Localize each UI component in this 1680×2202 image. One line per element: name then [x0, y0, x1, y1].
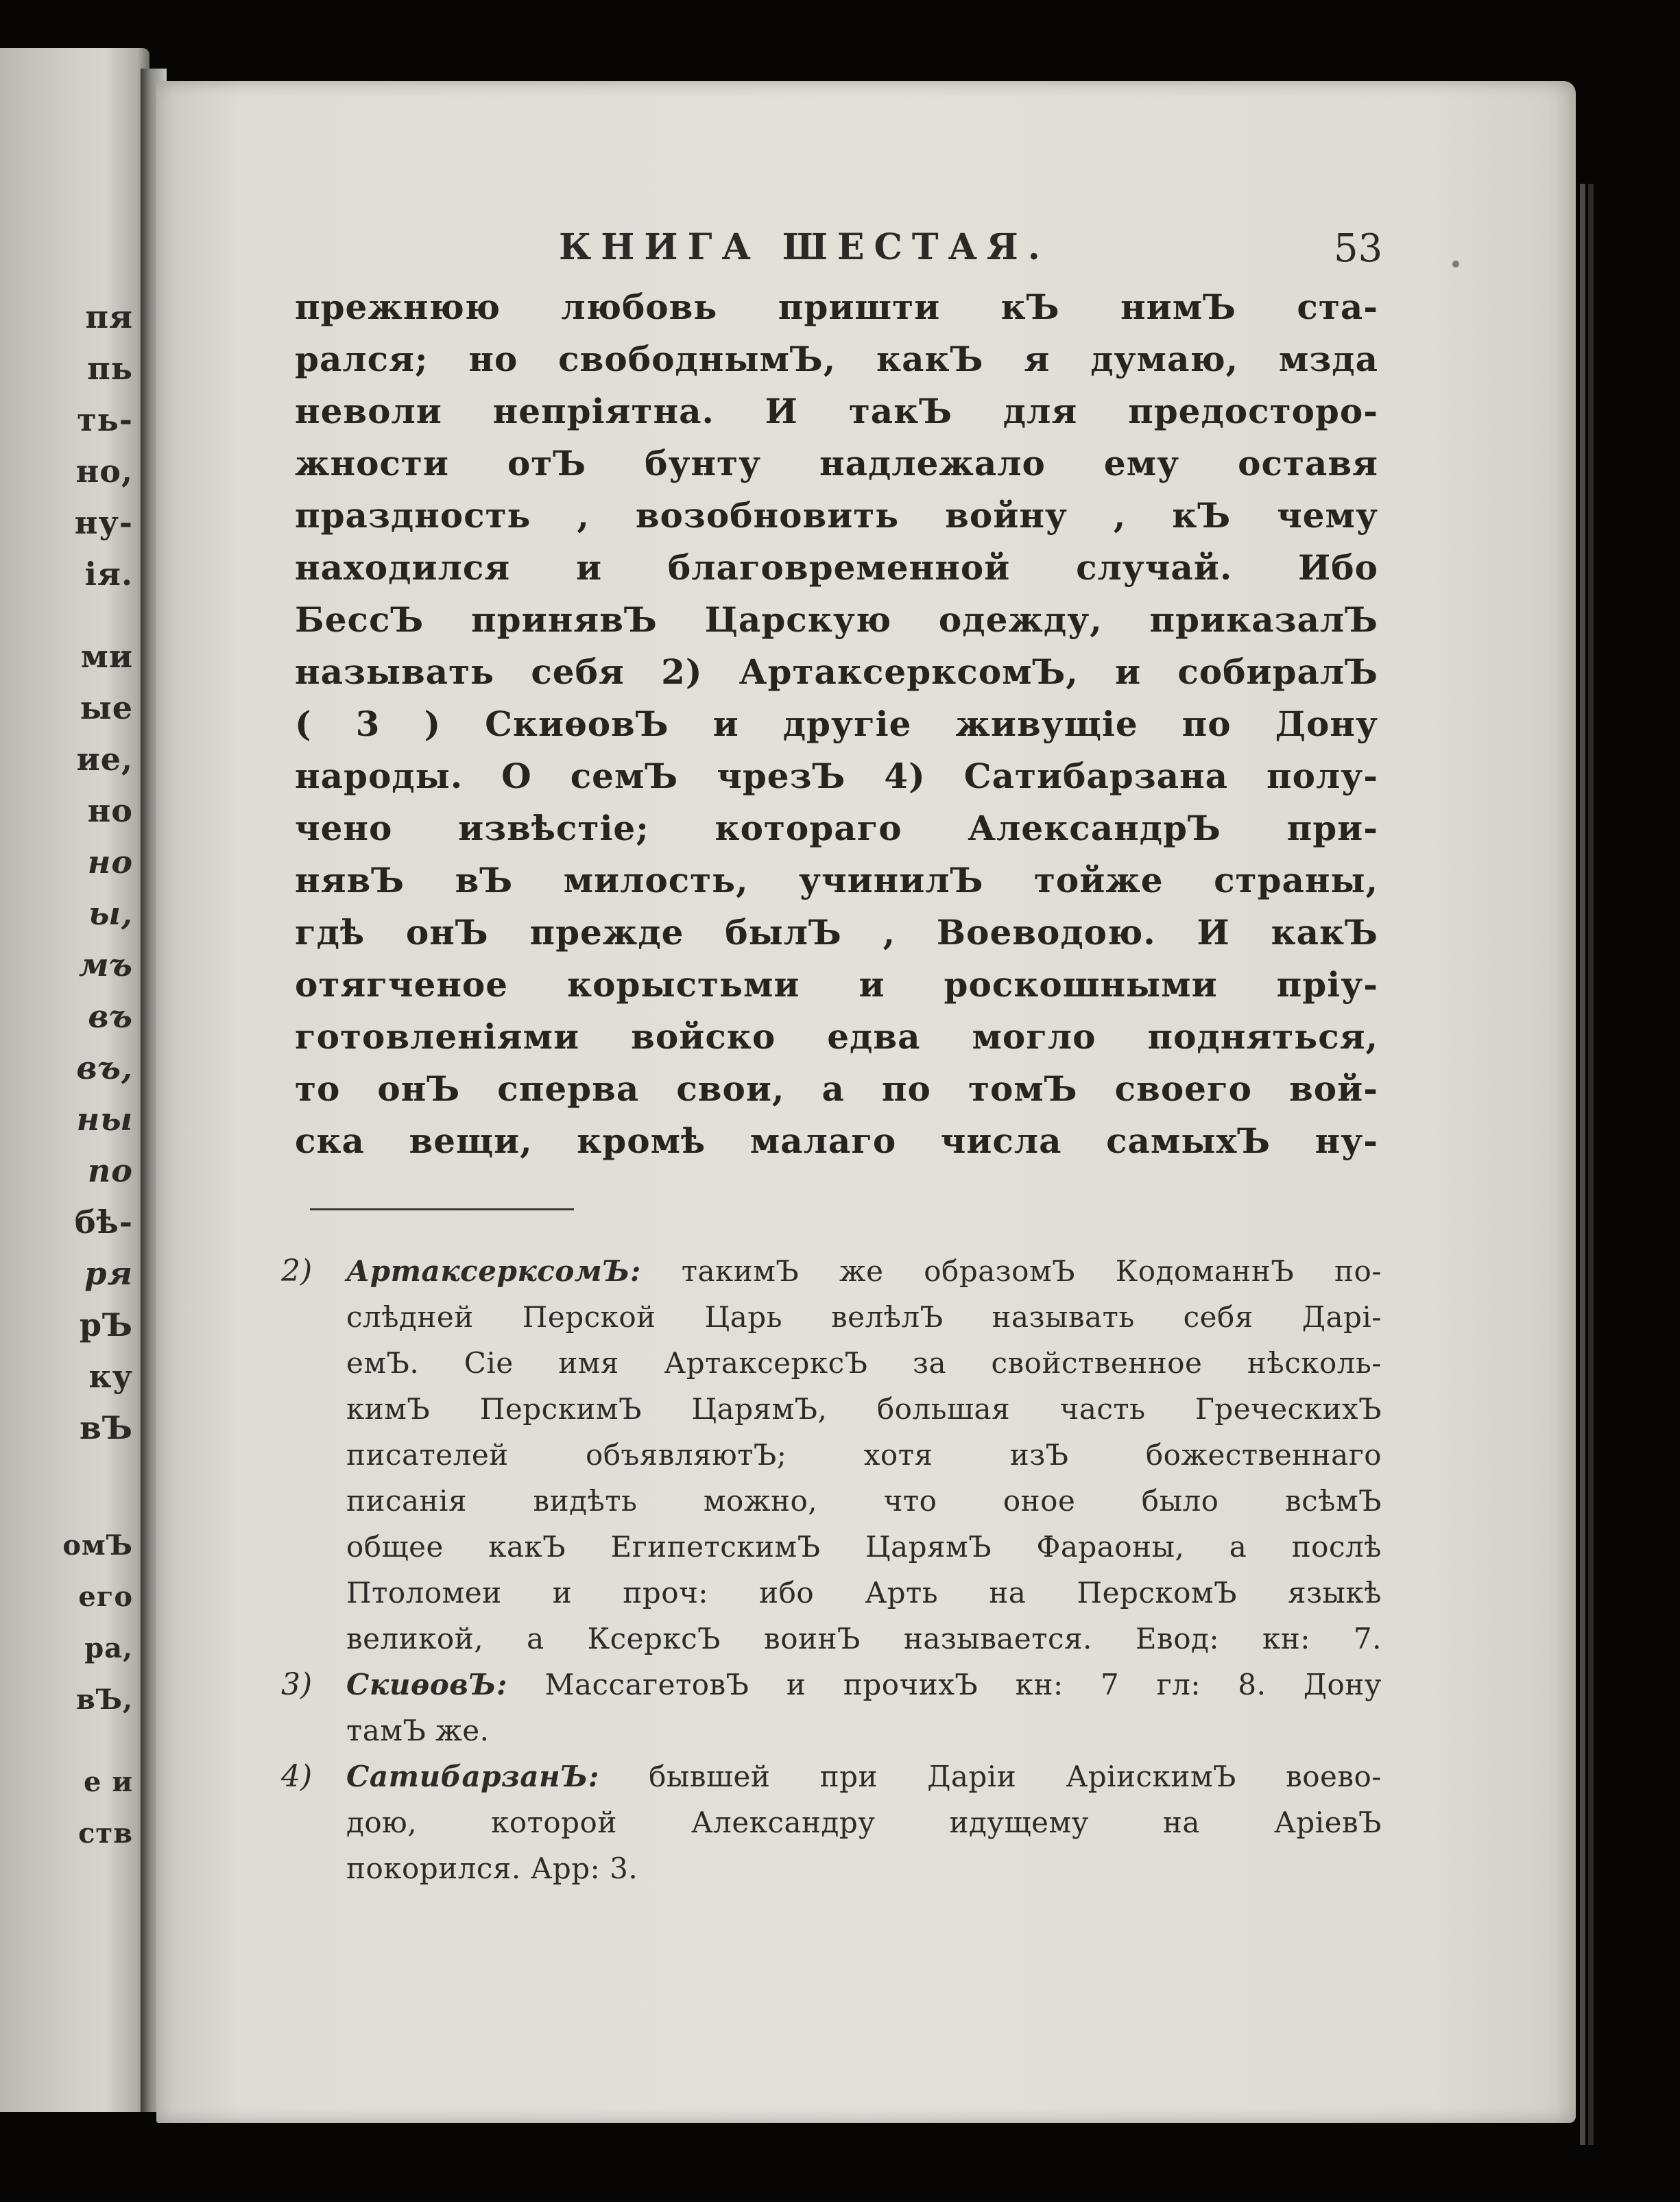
footnote-line: кимЪ ПерскимЪ ЦарямЪ, большая часть ГреческихЪ [346, 1392, 1382, 1426]
page-header [0, 226, 1680, 274]
left-page-line: рЪ [79, 1306, 133, 1343]
page-number: 53 [1334, 226, 1383, 271]
left-page-line: вЪ [80, 1409, 133, 1446]
body-line: то онЪ сперва свои, а по томЪ своего вой- [295, 1068, 1378, 1109]
footnote-marker: 4) [281, 1759, 313, 1794]
left-page-line: его [78, 1581, 133, 1613]
footnote-marker: 3) [281, 1667, 313, 1702]
footnote-separator-rule [310, 1208, 574, 1210]
left-page-line: ые [80, 689, 133, 726]
footnote-4 [281, 1754, 1382, 1891]
left-page-line: по [87, 1152, 133, 1189]
left-page-line: ми [80, 638, 133, 675]
left-page-line: ны [76, 1101, 133, 1138]
left-page-line: е и [83, 1766, 133, 1798]
footnote-term: СатибарзанЪ: [346, 1760, 599, 1793]
left-page-line: вЪ, [76, 1684, 133, 1716]
body-line: праздность , возобновить войну , кЪ чему [295, 495, 1378, 536]
left-page-line: ие, [76, 741, 133, 778]
left-page [0, 48, 149, 2112]
left-page-line: ря [84, 1255, 133, 1292]
left-page-line: ы, [88, 895, 133, 932]
footnote-line [281, 1662, 1382, 1708]
footnote-line: писателей объявляютЪ; хотя изЪ божественнаго [346, 1438, 1382, 1472]
left-page-line: пь [87, 350, 133, 387]
body-line: рался; но свободнымЪ, какЪ я думаю, мзда [295, 339, 1378, 379]
footnote-line: великой, а КсерксЪ воинЪ называется. Евод: кн: 7. [346, 1622, 1382, 1655]
body-line: отягченое корыстьми и роскошными пріу- [295, 964, 1378, 1005]
footnote-line: слѣдней Перской Царь велѣлЪ называть себя Дарі- [346, 1300, 1382, 1334]
footnotes [281, 1248, 1382, 1891]
body-line: чено извѣстіе; котораго АлександрЪ при- [295, 808, 1378, 848]
left-page-line: мъ [78, 946, 133, 983]
body-line: прежнюю любовь пришти кЪ нимЪ ста- [295, 287, 1378, 327]
footnote-line [281, 1754, 1382, 1799]
footnote-text: МассагетовЪ и прочихЪ кн: 7 гл: 8. Дону [544, 1668, 1382, 1701]
left-page-line: но, [75, 453, 133, 490]
footnote-marker: 2) [281, 1254, 313, 1289]
footnote-line [281, 1248, 1382, 1294]
left-page-line: омЪ [62, 1529, 133, 1561]
page-edge [1588, 184, 1594, 2145]
body-line: готовленіями войско едва могло подняться, [295, 1016, 1378, 1057]
footnote-line: покорился. Арр: 3. [346, 1852, 638, 1885]
body-line: ска вещи, кромѣ малаго числа самыхЪ ну- [295, 1121, 1378, 1161]
body-line: называть себя 2) АртаксерксомЪ, и собиралЪ [295, 651, 1378, 692]
left-page-line: пя [85, 298, 133, 335]
left-page-line: ія. [84, 555, 133, 593]
footnote-2 [281, 1248, 1382, 1662]
left-page-line: ств [78, 1817, 133, 1850]
footnote-line: писанія видѣть можно, что оное было всѣмЪ [346, 1484, 1382, 1518]
running-title: КНИГА ШЕСТАЯ. [559, 226, 1050, 268]
footnote-term: СкиѳовЪ: [346, 1668, 508, 1701]
footnote-line: тамЪ же. [346, 1714, 490, 1747]
left-page-line: въ, [76, 1049, 133, 1086]
body-line: нявЪ вЪ милость, учинилЪ тойже страны, [295, 860, 1378, 900]
footnote-text: бывшей при Даріи АріискимЪ воево- [649, 1760, 1382, 1793]
footnote-line: Птоломеи и проч: ибо Арть на ПерскомЪ языкѣ [346, 1576, 1382, 1609]
left-page-line: ну- [74, 504, 133, 541]
left-page-line: но [87, 792, 133, 829]
left-page-line: ра, [84, 1632, 133, 1664]
footnote-line: общее какЪ ЕгипетскимЪ ЦарямЪ Фараоны, а послѣ [346, 1530, 1382, 1564]
body-line: находился и благовременной случай. Ибо [295, 547, 1378, 588]
footnote-3 [281, 1662, 1382, 1754]
left-page-line: ть- [77, 401, 133, 438]
body-line: гдѣ онЪ прежде былЪ , Воеводою. И какЪ [295, 912, 1378, 953]
footnote-text: такимЪ же образомЪ КодоманнЪ по- [681, 1254, 1382, 1288]
body-text [295, 281, 1378, 1167]
left-page-line: въ [88, 998, 133, 1035]
body-line: БессЪ принявЪ Царскую одежду, приказалЪ [295, 599, 1378, 640]
body-line: неволи непріятна. И такЪ для предосторо- [295, 391, 1378, 431]
left-page-line: ку [88, 1358, 133, 1395]
page-edge [1580, 184, 1585, 2145]
footnote-line: дою, которой Александру идущему на АріевЪ [346, 1806, 1382, 1839]
footnote-line: емЪ. Сіе имя АртаксерксЪ за свойственное нѣсколь- [346, 1346, 1382, 1380]
body-line: жности отЪ бунту надлежало ему оставя [295, 443, 1378, 483]
left-page-line: но [87, 843, 133, 881]
left-page-line: бѣ- [74, 1204, 133, 1241]
body-line: народы. О семЪ чрезЪ 4) Сатибарзана полу- [295, 756, 1378, 796]
body-line: ( 3 ) СкиѳовЪ и другіе живущіе по Дону [295, 704, 1378, 744]
ink-speck [1452, 261, 1459, 267]
footnote-term: АртаксерксомЪ: [346, 1254, 641, 1288]
